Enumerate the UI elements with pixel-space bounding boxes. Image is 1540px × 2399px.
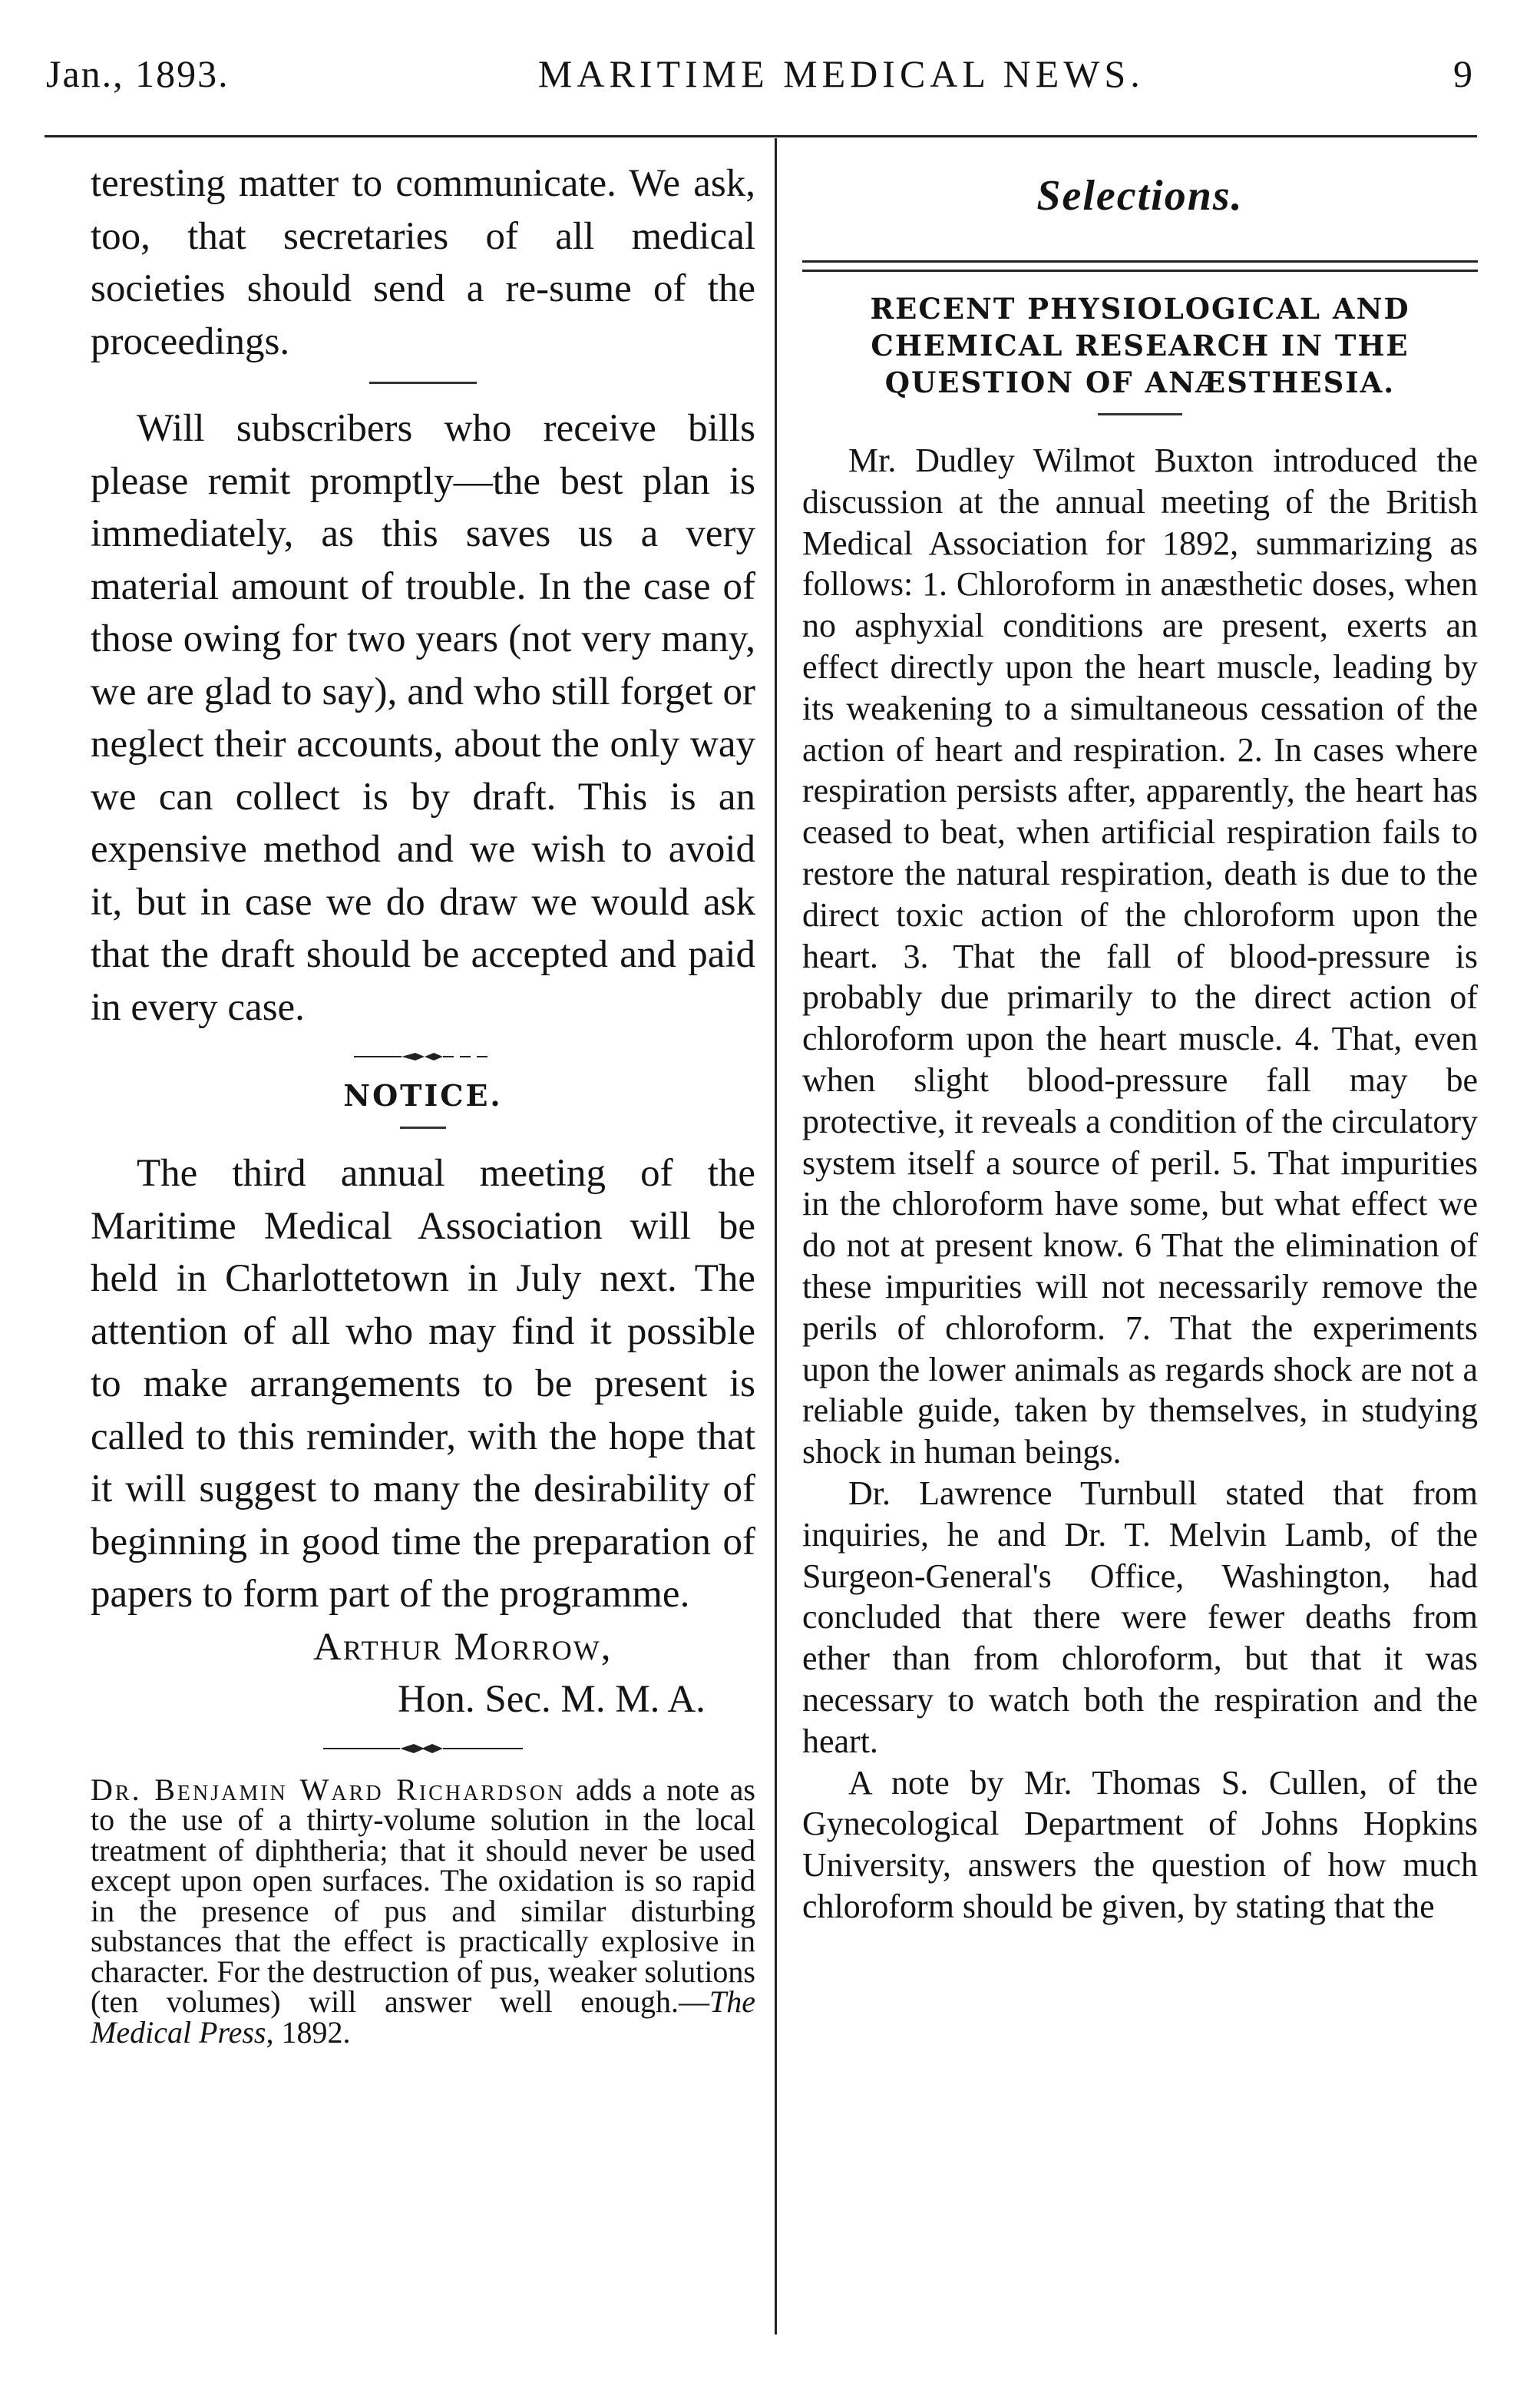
right-column	[802, 157, 1478, 1927]
notice-rule	[400, 1127, 446, 1129]
page-header	[46, 51, 1474, 97]
issue-date: Jan., 1893.	[46, 52, 230, 95]
section-title: Selections.	[1036, 172, 1244, 220]
article-title: RECENT PHYSIOLOGICAL AND CHEMICAL RESEARCH IN THE QUESTION OF ANÆSTHESIA.	[870, 292, 1410, 399]
bills-paragraph: Will subscribers who receive bills please remit promptly—the best plan is immediately, as this saves us a very material amount of trouble. In the case of those owing for two years (not very many, we are glad to say), and who still forget or neglect their accounts, about the only way we can collect is by draft. This is an expensive method and we wish to avoid it, but in case we do draw we would ask that the draft should be accepted and paid in every case.	[91, 407, 755, 1029]
article-paragraph: A note by Mr. Thomas S. Cullen, of the Gynecological Department of Johns Hopkins University, answers the question of how much chloroform should be given, by stating that the	[802, 1763, 1478, 1925]
notice-heading: NOTICE.	[343, 1078, 503, 1113]
notice-signature	[91, 1621, 755, 1726]
title-rule	[1098, 413, 1182, 415]
richardson-source: The Medical Press,	[91, 1984, 755, 2050]
double-rule	[802, 260, 1478, 272]
article-paragraph: Dr. Lawrence Turnbull stated that from inquiries, he and Dr. T. Melvin Lamb, of the Surgeon-General's Office, Washington, had concluded that there were fewer deaths from ether than from chloroform, but that it was necessary to watch both the respiration and the heart.	[802, 1474, 1478, 1760]
richardson-note	[91, 1772, 756, 2050]
column-divider	[775, 138, 777, 2334]
richardson-year: 1892.	[273, 2014, 351, 2050]
section-rule	[369, 382, 477, 384]
intro-paragraph: teresting matter to communicate. We ask, too, that secretaries of all medical societies should send a re-sume of the proceedings.	[91, 162, 755, 363]
richardson-name: Dr. Benjamin Ward Richardson	[91, 1772, 566, 1807]
page-number: 9	[1453, 52, 1474, 95]
header-rule	[45, 135, 1477, 137]
journal-title: MARITIME MEDICAL NEWS.	[537, 52, 1145, 95]
richardson-text: adds a note as to the use of a thirty-volume solution in the local treatment of diphtheria; that it should never be used except upon open surfaces. The oxidation is so rapid in the presence of pus and similar disturbing substances that the effect is practically explosive in character. For the destruction of pus, weaker solutions (ten volumes) will answer well enough.—	[91, 1772, 756, 2019]
notice-body: The third annual meeting of the Maritime Medical Association will be held in Charlottetown in July next. The attention of all who may find it possible to make arrangements to be present is called to this reminder, with the hope that it will suggest to many the desirability of beginning in good time the preparation of papers to form part of the programme.	[91, 1152, 755, 1616]
signature-title: Hon. Sec. M. M. A.	[398, 1677, 706, 1721]
left-column	[91, 157, 756, 2050]
article-paragraph: Mr. Dudley Wilmot Buxton introduced the discussion at the annual meeting of the British Medical Association for 1892, summarizing as follows: 1. Chloroform in anæsthetic doses, when no asphyxial conditions are present, exerts an effect directly upon the heart muscle, leading by its weakening to a simultaneous cessation of the action of heart and respiration. 2. In cases where respiration persists after, apparently, the heart has ceased to beat, when artificial respiration fails to restore the natural respiration, death is due to the direct toxic action of the chloroform upon the heart. 3. That the fall of blood-pressure is probably due primarily to the direct action of chloroform upon the heart muscle. 4. That, even when slight blood-pressure fall may be protective, it reveals a condition of the circulatory system itself a source of peril. 5. That impurities in the chloroform have some, but what effect we do not at present know. 6 That the elimination of these impurities will not necessarily remove the perils of chloroform. 7. That the experiments upon the lower animals as regards shock are not a reliable guide, taken by themselves, in studying shock in human beings.	[802, 442, 1478, 1471]
ornament-divider	[354, 1051, 492, 1063]
signature-name: Arthur Morrow,	[313, 1625, 613, 1669]
ornament-divider	[323, 1742, 523, 1755]
